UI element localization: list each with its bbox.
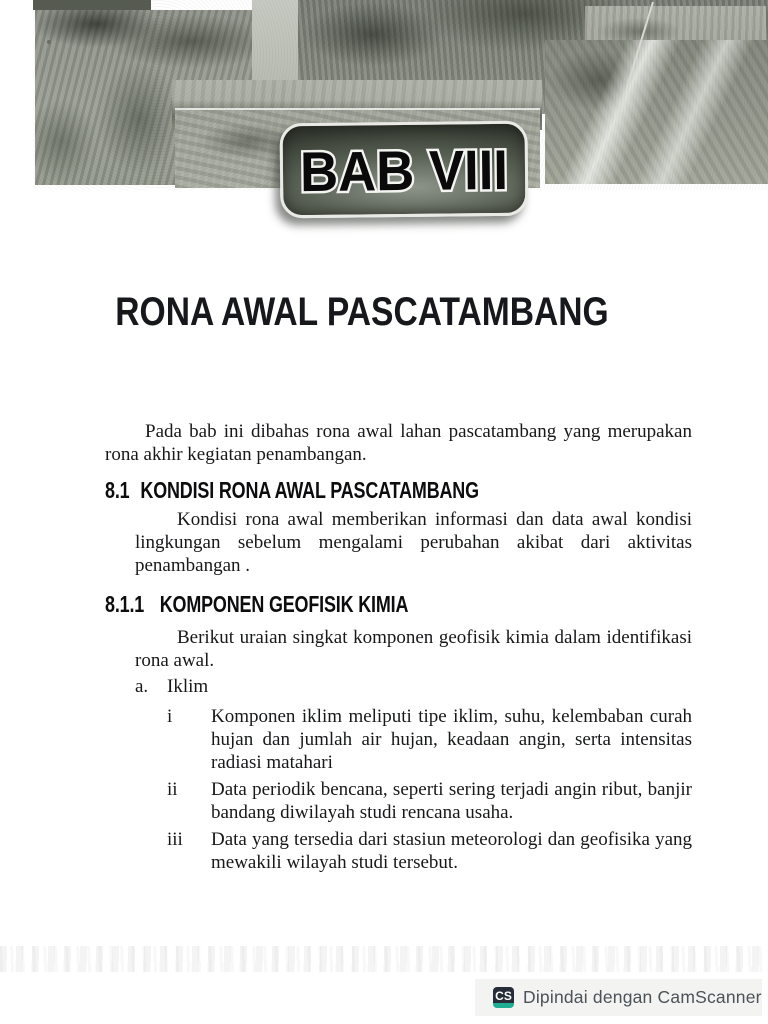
section-heading-text: KOMPONEN GEOFISIK KIMIA [159, 591, 409, 617]
list-marker-a: a. [135, 676, 149, 697]
section-8-1-1-paragraph: Berikut uraian singkat komponen geofisik kimia dalam identifikasi rona awal. [135, 627, 692, 671]
intro-paragraph: Pada bab ini dibahas rona awal lahan pascatambang yang merupakan rona akhir kegiatan penambangan. [105, 421, 692, 465]
scan-noise-artifact [0, 946, 768, 972]
camscanner-text: Dipindai dengan CamScanner [523, 987, 762, 1007]
chapter-badge-art [286, 126, 523, 212]
section-8-1-paragraph: Kondisi rona awal memberikan informasi dan data awal kondisi lingkungan sebelum mengalami perubahan akibat dari aktivitas penambangan . [135, 509, 692, 576]
camscanner-watermark [475, 979, 762, 1016]
list-marker-iii: iii [167, 829, 183, 850]
section-heading-text: KONDISI RONA AWAL PASCATAMBANG [140, 477, 479, 503]
camscanner-icon: CS [493, 987, 514, 1008]
body-content [105, 420, 692, 878]
list-item-roman-i [167, 705, 692, 774]
list-text-ii: Data periodik bencana, seperti sering terjadi angin ribut, banjir bandang diwilayah studi rencana usaha. [211, 779, 692, 823]
list-item-roman-iii [167, 828, 692, 874]
list-item-a-iklim [135, 675, 692, 698]
chapter-badge [280, 121, 529, 219]
list-text-iii: Data yang tersedia dari stasiun meteorologi dan geofisika yang mewakili wilayah studi tersebut. [211, 829, 692, 873]
section-heading-8-1 [105, 477, 563, 503]
list-marker-i: i [167, 706, 173, 727]
section-heading-8-1-1 [105, 591, 563, 617]
page-title: RONA AWAL PASCATAMBANG [115, 290, 609, 334]
section-number: 8.1 [105, 477, 130, 503]
list-marker-ii: ii [167, 779, 178, 800]
list-item-roman-ii [167, 778, 692, 824]
section-number: 8.1.1 [105, 591, 145, 617]
chapter-badge-label: BAB VIII [299, 137, 522, 203]
list-label-a: Iklim [167, 676, 209, 697]
list-text-i: Komponen iklim meliputi tipe iklim, suhu, kelembaban curah hujan dan jumlah air hujan, keadaan angin, serta intensitas radiasi matahari [211, 706, 692, 773]
